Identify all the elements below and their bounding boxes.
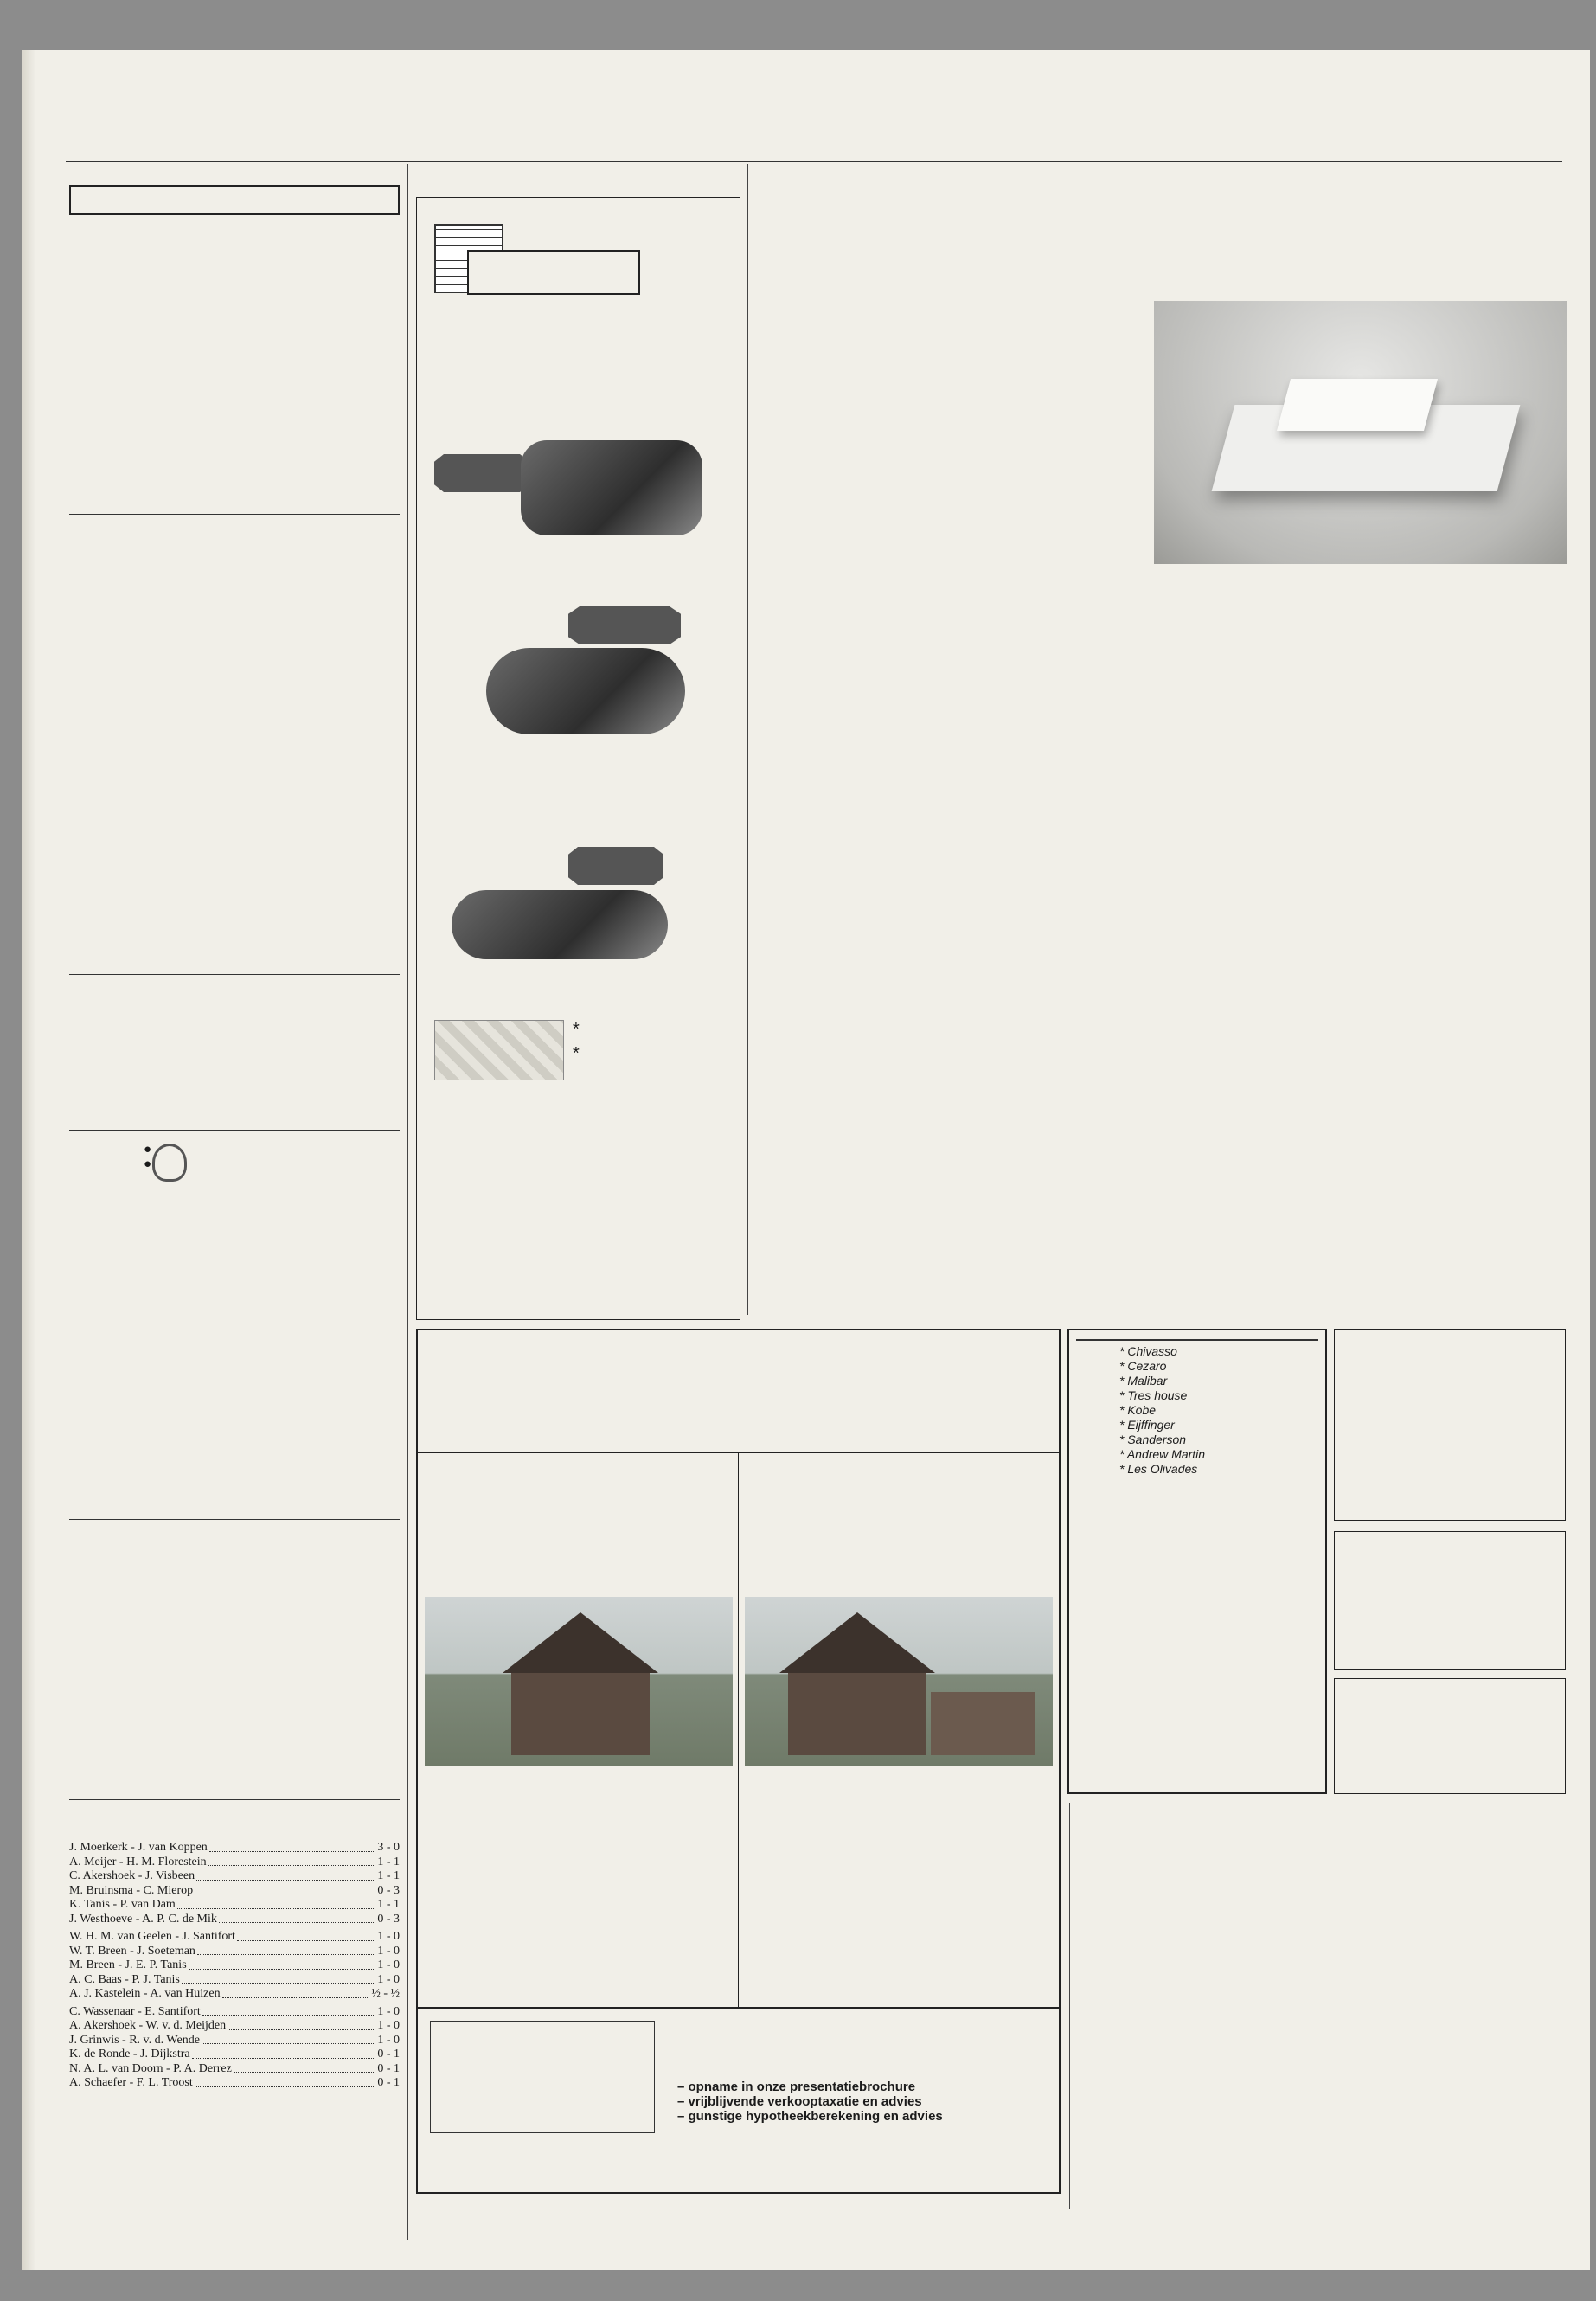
price-tag (568, 606, 681, 644)
dam-results (69, 1806, 400, 2091)
vanveen-logo (430, 2021, 655, 2133)
listing-ouddorp (740, 1460, 1058, 1462)
result-row: W. H. M. van Geelen - J. Santifort 1 - 0 (69, 1930, 400, 1943)
result-row: K. de Ronde - J. Dijkstra 0 - 1 (69, 2048, 400, 2061)
result-row: C. Akershoek - J. Visbeen 1 - 1 (69, 1869, 400, 1882)
result-row: A. Akershoek - W. v. d. Meijden 1 - 0 (69, 2019, 400, 2032)
free-list (677, 2080, 943, 2124)
column-divider (747, 164, 748, 1315)
list-item: – vrijblijvende verkooptaxatie en advies (677, 2094, 922, 2109)
politie-line1: ● (144, 1142, 152, 1157)
price-tag (434, 454, 529, 492)
result-row: M. Bruinsma - C. Mierop 0 - 3 (69, 1883, 400, 1897)
result-row: W. T. Breen - J. Soeteman 1 - 0 (69, 1944, 400, 1958)
list-item: * Malibar (1119, 1374, 1168, 1388)
result-row: A. Schaefer - F. L. Troost 0 - 1 (69, 2076, 400, 2089)
benefit-2: * (573, 1044, 580, 1063)
list-item: * Cezaro (1119, 1359, 1167, 1373)
result-row: A. Meijer - H. M. Florestein 1 - 1 (69, 1855, 400, 1868)
result-row: J. Moerkerk - J. van Koppen 3 - 0 (69, 1841, 400, 1854)
list-item: – opname in onze presentatiebrochure (677, 2080, 916, 2094)
list-item: * Eijffinger (1119, 1418, 1175, 1432)
listing-stellendam (418, 1460, 738, 1462)
kameleon-ad (1067, 1329, 1327, 1794)
newspaper-page (22, 50, 1590, 2270)
house-photo (745, 1597, 1053, 1766)
column-divider (407, 164, 408, 2240)
list-item: * Les Olivades (1119, 1462, 1198, 1476)
list-item: * Kobe (1119, 1403, 1157, 1417)
list-item: * Tres house (1119, 1388, 1188, 1402)
vakman-ad (416, 197, 740, 1320)
vanveen-ad (416, 1329, 1061, 2194)
result-row: A. J. Kastelein - A. van Huizen ½ - ½ (69, 1987, 400, 2000)
result-row: N. A. L. van Doorn - P. A. Derrez 0 - 1 (69, 2061, 400, 2075)
divider (69, 974, 400, 975)
multisander-image (486, 648, 685, 734)
page-spine (22, 50, 35, 2270)
divider (69, 1519, 400, 1520)
result-row: K. Tanis - P. van Dam 1 - 1 (69, 1898, 400, 1911)
death-notice (69, 185, 400, 215)
result-row: J. Grinwis - R. v. d. Wende 1 - 0 (69, 2033, 400, 2047)
gifts-icon (434, 1020, 564, 1080)
grinder-image (452, 890, 668, 959)
divider (69, 514, 400, 515)
header-rule (66, 161, 1562, 162)
result-row: A. C. Baas - P. J. Tanis 1 - 0 (69, 1972, 400, 1986)
okker-ad (1334, 1531, 1566, 1670)
brands-list (1119, 1344, 1318, 1477)
list-item: * Sanderson (1119, 1433, 1187, 1446)
list-item: – gunstige hypotheekberekening en advies (677, 2109, 943, 2124)
list-item: * Andrew Martin (1119, 1447, 1206, 1461)
divider (69, 1130, 400, 1131)
sander-image (521, 440, 702, 535)
benefit-1: * (573, 1020, 580, 1039)
kamer-ad (1334, 1329, 1566, 1521)
politie-line2: ● (144, 1157, 152, 1171)
maquette-photo (1154, 301, 1567, 564)
main-headline (758, 171, 1567, 187)
result-row: C. Wassenaar - E. Santifort 1 - 0 (69, 2004, 400, 2018)
result-row: J. Westhoeve - A. P. C. de Mik 0 - 3 (69, 1912, 400, 1926)
politie-logo (126, 1142, 386, 1171)
divider (69, 1799, 400, 1800)
garage-ad (1334, 1678, 1566, 1794)
price-tag (568, 847, 663, 885)
result-row: M. Breen - J. E. P. Tanis 1 - 0 (69, 1958, 400, 1971)
column-divider (1069, 1803, 1070, 2209)
list-item: * Chivasso (1119, 1344, 1177, 1358)
politie-badge-icon (152, 1144, 187, 1182)
kameleon-logo (1076, 1339, 1318, 1341)
house-photo (425, 1597, 733, 1766)
